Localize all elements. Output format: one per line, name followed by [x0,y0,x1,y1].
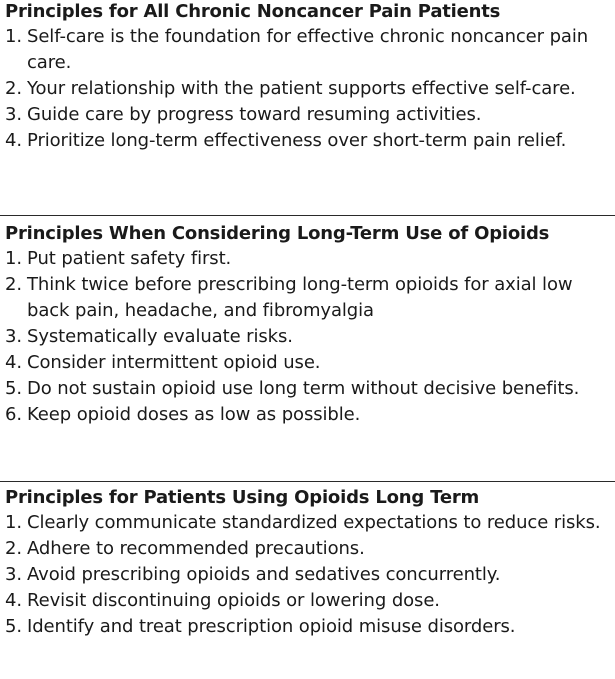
item-text: Clearly communicate standardized expectations to reduce risks. [27,512,601,533]
list-item [5,102,611,128]
item-text: Systematically evaluate risks. [27,326,293,347]
item-text: Prioritize long-term effectiveness over short-term pain relief. [27,130,567,151]
section-patients-using-opioids-long-term [0,481,615,679]
list-item [5,376,611,402]
item-text: Consider intermittent opioid use. [27,352,321,373]
section-heading: Principles for All Chronic Noncancer Pain Patients [5,1,501,22]
item-number: 4. [5,130,22,151]
list-item [5,272,611,324]
item-text: Put patient safety first. [27,248,232,269]
list-item [5,76,611,102]
section-heading: Principles for Patients Using Opioids Long Term [5,487,480,508]
list-item [5,324,611,350]
item-number: 1. [5,512,22,533]
item-text: Avoid prescribing opioids and sedatives concurrently. [27,564,501,585]
list-item [5,536,611,562]
item-number: 4. [5,590,22,611]
list-item [5,614,611,640]
item-number: 2. [5,78,22,99]
item-text: Adhere to recommended precautions. [27,538,365,559]
item-number: 3. [5,326,22,347]
item-number: 2. [5,538,22,559]
section-chronic-noncancer-pain [0,0,615,215]
item-text: Keep opioid doses as low as possible. [27,404,361,425]
item-number: 6. [5,404,22,425]
item-number: 4. [5,352,22,373]
list-item [5,402,611,428]
principles-list [5,24,611,154]
item-number: 3. [5,564,22,585]
item-text: Think twice before prescribing long-term opioids for axial low back pain, headache, and fibromyalgia [27,274,573,321]
item-text: Revisit discontinuing opioids or lowering dose. [27,590,440,611]
principles-list [5,246,611,428]
list-item [5,350,611,376]
item-number: 1. [5,248,22,269]
item-number: 5. [5,616,22,637]
section-considering-long-term-opioids [0,215,615,481]
list-item [5,588,611,614]
list-item [5,562,611,588]
list-item [5,246,611,272]
item-text: Self-care is the foundation for effective chronic noncancer pain care. [27,26,589,73]
item-text: Guide care by progress toward resuming activities. [27,104,482,125]
item-number: 3. [5,104,22,125]
item-number: 5. [5,378,22,399]
item-text: Do not sustain opioid use long term without decisive benefits. [27,378,580,399]
item-number: 1. [5,26,22,47]
item-text: Identify and treat prescription opioid misuse disorders. [27,616,516,637]
section-heading: Principles When Considering Long-Term Use of Opioids [5,223,550,244]
list-item [5,128,611,154]
list-item [5,510,611,536]
principles-list [5,510,611,640]
item-text: Your relationship with the patient supports effective self-care. [27,78,576,99]
list-item [5,24,611,76]
item-number: 2. [5,274,22,295]
